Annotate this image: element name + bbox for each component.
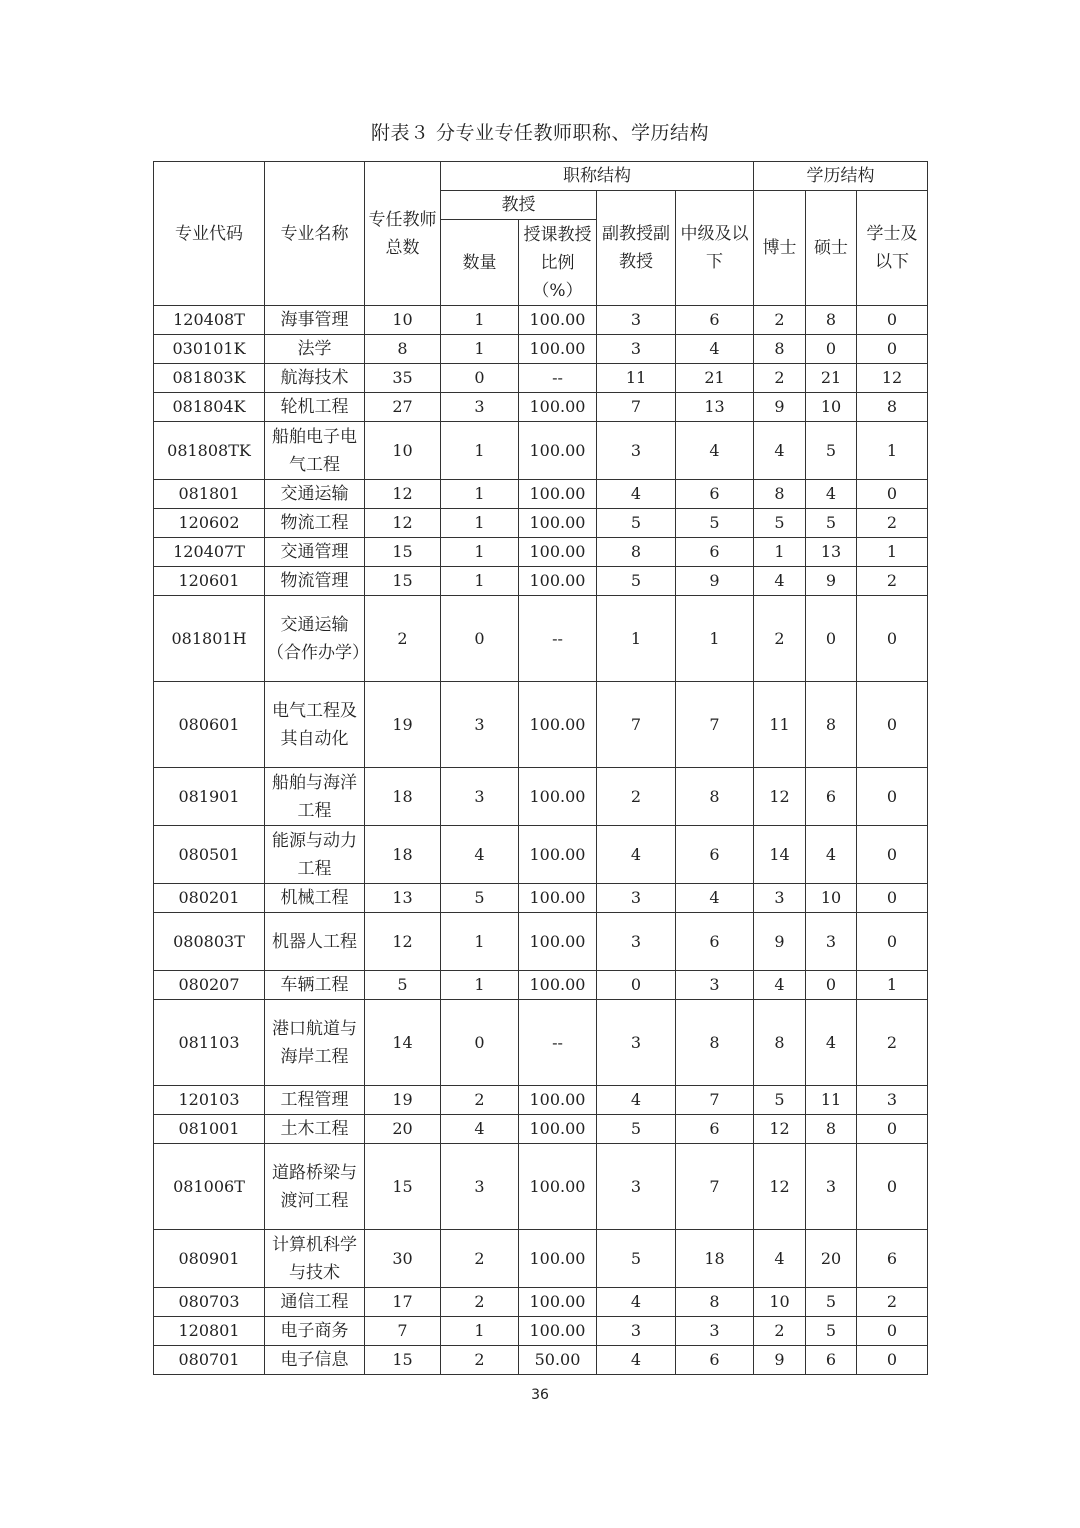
cell-prof: 4 xyxy=(441,1115,519,1144)
cell-bach: 0 xyxy=(857,1317,928,1346)
cell-phd: 12 xyxy=(754,768,806,826)
cell-phd: 3 xyxy=(754,884,806,913)
cell-prof: 1 xyxy=(441,913,519,971)
cell-prof: 1 xyxy=(441,1317,519,1346)
cell-total: 18 xyxy=(365,768,441,826)
cell-mid: 7 xyxy=(676,1144,754,1230)
cell-master: 5 xyxy=(806,422,857,480)
table-body xyxy=(154,306,928,1375)
cell-name: 道路桥梁与渡河工程 xyxy=(265,1144,365,1230)
cell-assoc: 7 xyxy=(597,682,676,768)
cell-phd: 8 xyxy=(754,335,806,364)
cell-total: 15 xyxy=(365,1346,441,1375)
cell-ratio: 100.00 xyxy=(519,422,597,480)
cell-mid: 21 xyxy=(676,364,754,393)
cell-name: 机械工程 xyxy=(265,884,365,913)
cell-code: 081006T xyxy=(154,1144,265,1230)
cell-total: 27 xyxy=(365,393,441,422)
cell-mid: 5 xyxy=(676,509,754,538)
cell-total: 20 xyxy=(365,1115,441,1144)
cell-ratio: 100.00 xyxy=(519,913,597,971)
cell-master: 13 xyxy=(806,538,857,567)
cell-ratio: 100.00 xyxy=(519,826,597,884)
header-code: 专业代码 xyxy=(154,162,265,306)
cell-phd: 8 xyxy=(754,480,806,509)
cell-ratio: -- xyxy=(519,364,597,393)
cell-total: 12 xyxy=(365,913,441,971)
header-education-structure: 学历结构 xyxy=(754,162,928,191)
table-row xyxy=(154,1346,928,1375)
cell-ratio: 100.00 xyxy=(519,1317,597,1346)
cell-assoc: 3 xyxy=(597,335,676,364)
cell-ratio: 50.00 xyxy=(519,1346,597,1375)
cell-name: 计算机科学与技术 xyxy=(265,1230,365,1288)
cell-ratio: 100.00 xyxy=(519,393,597,422)
cell-mid: 4 xyxy=(676,335,754,364)
cell-name: 机器人工程 xyxy=(265,913,365,971)
cell-bach: 1 xyxy=(857,422,928,480)
cell-mid: 3 xyxy=(676,971,754,1000)
table-row xyxy=(154,1086,928,1115)
cell-prof: 2 xyxy=(441,1086,519,1115)
cell-prof: 2 xyxy=(441,1346,519,1375)
cell-total: 14 xyxy=(365,1000,441,1086)
cell-mid: 7 xyxy=(676,682,754,768)
cell-assoc: 0 xyxy=(597,971,676,1000)
table-row xyxy=(154,826,928,884)
cell-assoc: 3 xyxy=(597,913,676,971)
cell-master: 4 xyxy=(806,826,857,884)
cell-assoc: 3 xyxy=(597,422,676,480)
table-header xyxy=(154,162,928,306)
cell-mid: 6 xyxy=(676,1115,754,1144)
cell-name: 交通管理 xyxy=(265,538,365,567)
cell-mid: 8 xyxy=(676,1288,754,1317)
cell-name: 电气工程及其自动化 xyxy=(265,682,365,768)
table-row xyxy=(154,509,928,538)
cell-master: 10 xyxy=(806,393,857,422)
cell-prof: 1 xyxy=(441,480,519,509)
cell-code: 081001 xyxy=(154,1115,265,1144)
cell-total: 35 xyxy=(365,364,441,393)
cell-ratio: 100.00 xyxy=(519,682,597,768)
cell-master: 10 xyxy=(806,884,857,913)
cell-ratio: 100.00 xyxy=(519,884,597,913)
cell-phd: 14 xyxy=(754,826,806,884)
cell-prof: 1 xyxy=(441,971,519,1000)
cell-name: 电子信息 xyxy=(265,1346,365,1375)
cell-ratio: 100.00 xyxy=(519,480,597,509)
cell-phd: 8 xyxy=(754,1000,806,1086)
cell-total: 12 xyxy=(365,509,441,538)
cell-name: 工程管理 xyxy=(265,1086,365,1115)
cell-name: 电子商务 xyxy=(265,1317,365,1346)
cell-name: 土木工程 xyxy=(265,1115,365,1144)
cell-bach: 0 xyxy=(857,596,928,682)
cell-total: 18 xyxy=(365,826,441,884)
cell-master: 5 xyxy=(806,1288,857,1317)
cell-phd: 4 xyxy=(754,971,806,1000)
cell-total: 12 xyxy=(365,480,441,509)
table-row xyxy=(154,913,928,971)
cell-ratio: 100.00 xyxy=(519,306,597,335)
cell-ratio: 100.00 xyxy=(519,1230,597,1288)
cell-prof: 0 xyxy=(441,364,519,393)
cell-assoc: 8 xyxy=(597,538,676,567)
cell-ratio: 100.00 xyxy=(519,1086,597,1115)
table-row xyxy=(154,1317,928,1346)
table-row xyxy=(154,1144,928,1230)
cell-phd: 4 xyxy=(754,422,806,480)
header-intermediate: 中级及以下 xyxy=(676,191,754,306)
cell-code: 081901 xyxy=(154,768,265,826)
cell-code: 120103 xyxy=(154,1086,265,1115)
cell-bach: 2 xyxy=(857,1000,928,1086)
cell-code: 080701 xyxy=(154,1346,265,1375)
cell-code: 081808TK xyxy=(154,422,265,480)
cell-total: 2 xyxy=(365,596,441,682)
header-ratio: 授课教授比例（%） xyxy=(519,220,597,306)
cell-ratio: 100.00 xyxy=(519,335,597,364)
cell-mid: 6 xyxy=(676,826,754,884)
table-row xyxy=(154,884,928,913)
cell-code: 081803K xyxy=(154,364,265,393)
cell-name: 法学 xyxy=(265,335,365,364)
cell-phd: 5 xyxy=(754,509,806,538)
cell-prof: 1 xyxy=(441,509,519,538)
cell-assoc: 11 xyxy=(597,364,676,393)
cell-assoc: 4 xyxy=(597,1086,676,1115)
cell-bach: 12 xyxy=(857,364,928,393)
cell-master: 6 xyxy=(806,768,857,826)
cell-master: 4 xyxy=(806,480,857,509)
cell-master: 4 xyxy=(806,1000,857,1086)
cell-total: 15 xyxy=(365,538,441,567)
cell-assoc: 2 xyxy=(597,768,676,826)
cell-prof: 1 xyxy=(441,538,519,567)
cell-master: 0 xyxy=(806,596,857,682)
cell-mid: 1 xyxy=(676,596,754,682)
cell-mid: 4 xyxy=(676,884,754,913)
page-number: 36 xyxy=(531,1387,549,1403)
cell-prof: 1 xyxy=(441,306,519,335)
cell-master: 0 xyxy=(806,335,857,364)
cell-master: 5 xyxy=(806,509,857,538)
cell-total: 15 xyxy=(365,1144,441,1230)
cell-master: 21 xyxy=(806,364,857,393)
cell-mid: 8 xyxy=(676,768,754,826)
cell-assoc: 7 xyxy=(597,393,676,422)
cell-bach: 0 xyxy=(857,913,928,971)
cell-phd: 2 xyxy=(754,306,806,335)
cell-ratio: 100.00 xyxy=(519,538,597,567)
cell-bach: 0 xyxy=(857,1346,928,1375)
cell-assoc: 5 xyxy=(597,1115,676,1144)
cell-name: 交通运输 xyxy=(265,480,365,509)
table-row xyxy=(154,768,928,826)
cell-total: 19 xyxy=(365,1086,441,1115)
cell-master: 8 xyxy=(806,682,857,768)
table-row xyxy=(154,1115,928,1144)
cell-prof: 3 xyxy=(441,768,519,826)
cell-assoc: 3 xyxy=(597,1317,676,1346)
cell-ratio: 100.00 xyxy=(519,509,597,538)
cell-bach: 2 xyxy=(857,1288,928,1317)
cell-total: 8 xyxy=(365,335,441,364)
cell-bach: 0 xyxy=(857,306,928,335)
cell-code: 081804K xyxy=(154,393,265,422)
table-row xyxy=(154,393,928,422)
cell-phd: 9 xyxy=(754,1346,806,1375)
cell-ratio: 100.00 xyxy=(519,1288,597,1317)
cell-prof: 3 xyxy=(441,682,519,768)
cell-mid: 8 xyxy=(676,1000,754,1086)
cell-total: 5 xyxy=(365,971,441,1000)
table-row xyxy=(154,971,928,1000)
cell-code: 080803T xyxy=(154,913,265,971)
cell-ratio: 100.00 xyxy=(519,971,597,1000)
cell-master: 6 xyxy=(806,1346,857,1375)
table-row xyxy=(154,306,928,335)
cell-assoc: 5 xyxy=(597,1230,676,1288)
cell-master: 11 xyxy=(806,1086,857,1115)
cell-bach: 0 xyxy=(857,335,928,364)
cell-phd: 9 xyxy=(754,393,806,422)
cell-prof: 3 xyxy=(441,393,519,422)
cell-prof: 1 xyxy=(441,422,519,480)
cell-total: 19 xyxy=(365,682,441,768)
cell-ratio: 100.00 xyxy=(519,1144,597,1230)
cell-mid: 6 xyxy=(676,538,754,567)
header-master: 硕士 xyxy=(806,191,857,306)
cell-mid: 6 xyxy=(676,306,754,335)
cell-code: 120801 xyxy=(154,1317,265,1346)
cell-assoc: 5 xyxy=(597,509,676,538)
cell-name: 车辆工程 xyxy=(265,971,365,1000)
cell-master: 8 xyxy=(806,1115,857,1144)
cell-master: 5 xyxy=(806,1317,857,1346)
cell-master: 0 xyxy=(806,971,857,1000)
cell-code: 120408T xyxy=(154,306,265,335)
header-phd: 博士 xyxy=(754,191,806,306)
cell-phd: 4 xyxy=(754,1230,806,1288)
cell-prof: 0 xyxy=(441,596,519,682)
table-title: 附表３ 分专业专任教师职称、学历结构 xyxy=(370,122,710,144)
cell-total: 10 xyxy=(365,422,441,480)
cell-total: 30 xyxy=(365,1230,441,1288)
cell-prof: 1 xyxy=(441,567,519,596)
header-associate: 副教授副教授 xyxy=(597,191,676,306)
cell-bach: 0 xyxy=(857,768,928,826)
cell-code: 081801 xyxy=(154,480,265,509)
header-professor: 教授 xyxy=(441,191,597,220)
cell-bach: 0 xyxy=(857,1144,928,1230)
cell-assoc: 3 xyxy=(597,1000,676,1086)
table-row xyxy=(154,1000,928,1086)
table-row xyxy=(154,1288,928,1317)
cell-prof: 2 xyxy=(441,1288,519,1317)
cell-bach: 6 xyxy=(857,1230,928,1288)
cell-assoc: 4 xyxy=(597,480,676,509)
table-row xyxy=(154,596,928,682)
table-row xyxy=(154,538,928,567)
cell-phd: 2 xyxy=(754,1317,806,1346)
cell-ratio: 100.00 xyxy=(519,567,597,596)
cell-phd: 2 xyxy=(754,596,806,682)
cell-bach: 0 xyxy=(857,1115,928,1144)
cell-bach: 1 xyxy=(857,971,928,1000)
cell-name: 轮机工程 xyxy=(265,393,365,422)
table-row xyxy=(154,682,928,768)
cell-phd: 1 xyxy=(754,538,806,567)
cell-bach: 0 xyxy=(857,480,928,509)
cell-code: 080207 xyxy=(154,971,265,1000)
cell-phd: 5 xyxy=(754,1086,806,1115)
cell-ratio: -- xyxy=(519,596,597,682)
cell-master: 3 xyxy=(806,913,857,971)
table-row xyxy=(154,364,928,393)
cell-code: 030101K xyxy=(154,335,265,364)
cell-total: 7 xyxy=(365,1317,441,1346)
cell-mid: 3 xyxy=(676,1317,754,1346)
cell-phd: 2 xyxy=(754,364,806,393)
cell-name: 海事管理 xyxy=(265,306,365,335)
cell-code: 081103 xyxy=(154,1000,265,1086)
cell-phd: 12 xyxy=(754,1144,806,1230)
cell-name: 港口航道与海岸工程 xyxy=(265,1000,365,1086)
cell-code: 080201 xyxy=(154,884,265,913)
header-bachelor: 学士及以下 xyxy=(857,191,928,306)
cell-bach: 8 xyxy=(857,393,928,422)
cell-bach: 0 xyxy=(857,826,928,884)
cell-prof: 2 xyxy=(441,1230,519,1288)
cell-code: 080901 xyxy=(154,1230,265,1288)
table-row xyxy=(154,1230,928,1288)
cell-mid: 6 xyxy=(676,1346,754,1375)
cell-master: 8 xyxy=(806,306,857,335)
cell-phd: 10 xyxy=(754,1288,806,1317)
cell-phd: 12 xyxy=(754,1115,806,1144)
table-row xyxy=(154,480,928,509)
cell-phd: 4 xyxy=(754,567,806,596)
cell-mid: 18 xyxy=(676,1230,754,1288)
cell-master: 9 xyxy=(806,567,857,596)
cell-name: 物流管理 xyxy=(265,567,365,596)
header-total: 专任教师总数 xyxy=(365,162,441,306)
cell-bach: 2 xyxy=(857,509,928,538)
table-row xyxy=(154,335,928,364)
cell-code: 120407T xyxy=(154,538,265,567)
cell-name: 船舶与海洋工程 xyxy=(265,768,365,826)
cell-bach: 1 xyxy=(857,538,928,567)
cell-phd: 9 xyxy=(754,913,806,971)
table-row xyxy=(154,422,928,480)
cell-total: 15 xyxy=(365,567,441,596)
cell-code: 081801H xyxy=(154,596,265,682)
cell-prof: 1 xyxy=(441,335,519,364)
cell-code: 080703 xyxy=(154,1288,265,1317)
cell-assoc: 3 xyxy=(597,306,676,335)
table-row xyxy=(154,567,928,596)
cell-code: 120602 xyxy=(154,509,265,538)
cell-code: 080501 xyxy=(154,826,265,884)
faculty-structure-table xyxy=(153,161,928,1375)
cell-master: 20 xyxy=(806,1230,857,1288)
cell-bach: 2 xyxy=(857,567,928,596)
cell-assoc: 1 xyxy=(597,596,676,682)
cell-name: 能源与动力工程 xyxy=(265,826,365,884)
cell-code: 080601 xyxy=(154,682,265,768)
cell-code: 120601 xyxy=(154,567,265,596)
cell-ratio: 100.00 xyxy=(519,768,597,826)
cell-mid: 9 xyxy=(676,567,754,596)
cell-name: 航海技术 xyxy=(265,364,365,393)
cell-master: 3 xyxy=(806,1144,857,1230)
cell-assoc: 4 xyxy=(597,826,676,884)
cell-mid: 7 xyxy=(676,1086,754,1115)
cell-bach: 0 xyxy=(857,884,928,913)
header-name: 专业名称 xyxy=(265,162,365,306)
cell-assoc: 3 xyxy=(597,884,676,913)
cell-name: 物流工程 xyxy=(265,509,365,538)
cell-assoc: 3 xyxy=(597,1144,676,1230)
cell-total: 13 xyxy=(365,884,441,913)
cell-assoc: 4 xyxy=(597,1346,676,1375)
header-title-structure: 职称结构 xyxy=(441,162,754,191)
cell-ratio: 100.00 xyxy=(519,1115,597,1144)
cell-prof: 0 xyxy=(441,1000,519,1086)
cell-mid: 6 xyxy=(676,480,754,509)
cell-prof: 3 xyxy=(441,1144,519,1230)
cell-mid: 4 xyxy=(676,422,754,480)
cell-prof: 4 xyxy=(441,826,519,884)
cell-total: 17 xyxy=(365,1288,441,1317)
cell-name: 通信工程 xyxy=(265,1288,365,1317)
cell-ratio: -- xyxy=(519,1000,597,1086)
cell-mid: 6 xyxy=(676,913,754,971)
cell-name: 船舶电子电气工程 xyxy=(265,422,365,480)
cell-assoc: 5 xyxy=(597,567,676,596)
cell-prof: 5 xyxy=(441,884,519,913)
cell-mid: 13 xyxy=(676,393,754,422)
header-count: 数量 xyxy=(441,220,519,306)
cell-name: 交通运输（合作办学） xyxy=(265,596,365,682)
cell-phd: 11 xyxy=(754,682,806,768)
cell-bach: 3 xyxy=(857,1086,928,1115)
cell-total: 10 xyxy=(365,306,441,335)
cell-bach: 0 xyxy=(857,682,928,768)
cell-assoc: 4 xyxy=(597,1288,676,1317)
